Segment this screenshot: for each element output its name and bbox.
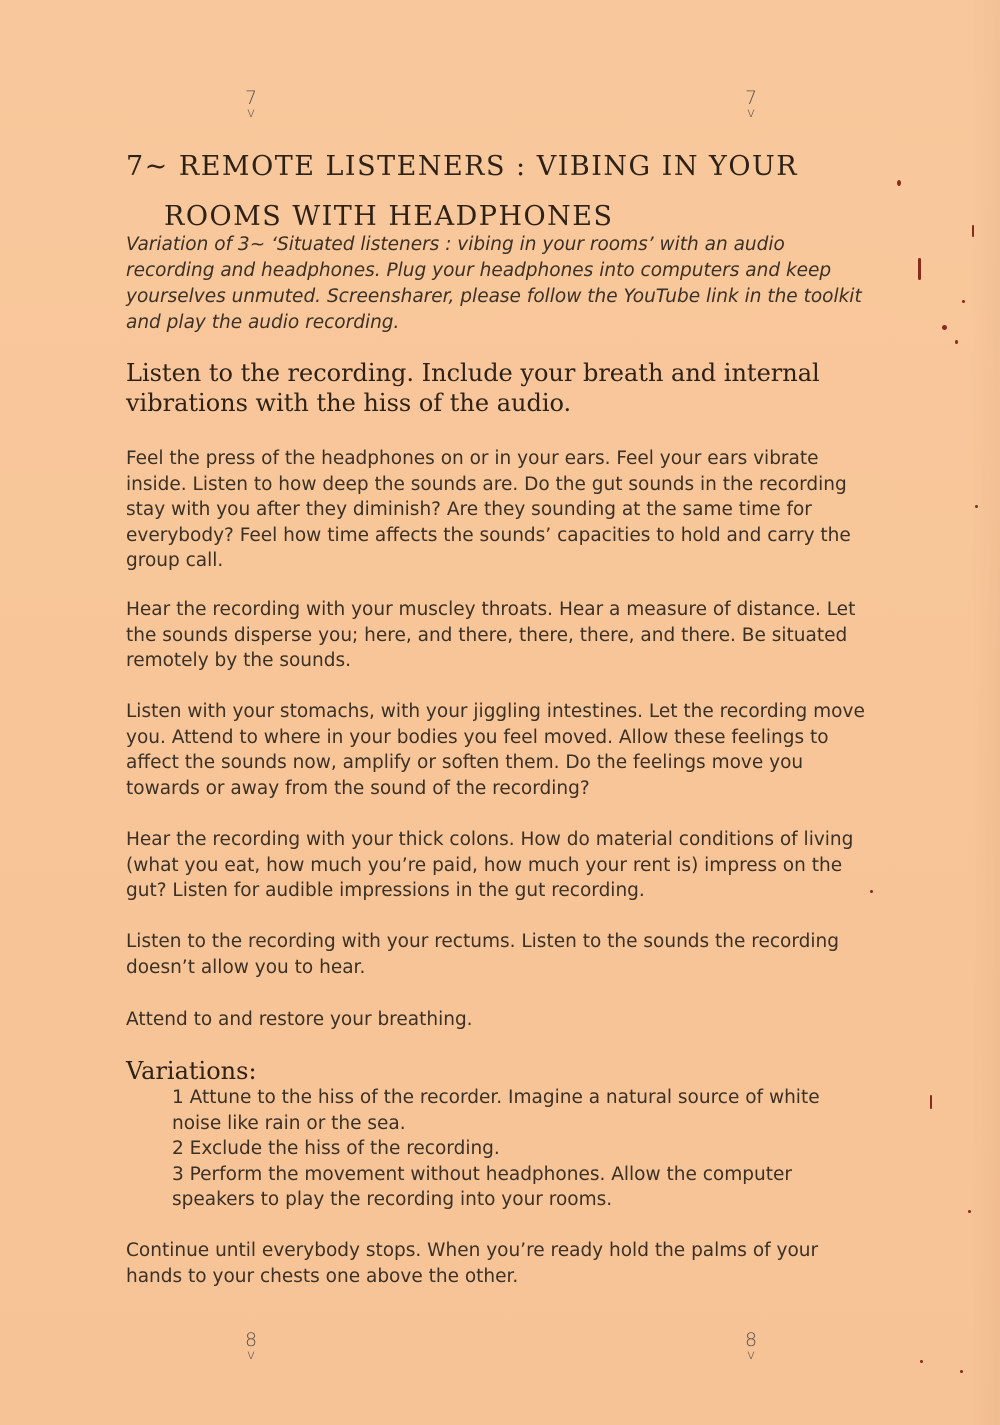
paint-speck <box>968 1210 971 1213</box>
paint-speck <box>918 258 921 280</box>
lead-instruction: Listen to the recording. Include your breath and internal vibrations with the hiss of the audio. <box>126 359 820 417</box>
section-title-line-1: 7~ REMOTE LISTENERS : VIBING IN YOUR <box>126 151 799 182</box>
paint-speck <box>972 225 974 237</box>
variations-list <box>172 1085 872 1213</box>
paint-speck <box>955 340 958 344</box>
list-item: 2 Exclude the hiss of the recording. <box>172 1138 500 1159</box>
page-marker-bottom-right <box>736 1330 766 1362</box>
chevron-down-icon: v <box>246 106 256 121</box>
page-number: 7 <box>244 87 258 109</box>
paint-speck <box>897 180 901 186</box>
paragraph: Hear the recording with your thick colons. How do material conditions of living (what you eat, how much you’re paid, how much your rent is) impress on the gut? Listen for audible impressions in the gut recording. <box>126 829 854 901</box>
page-marker-top-left <box>236 88 266 120</box>
paint-speck <box>920 1360 923 1363</box>
page-number: 8 <box>244 1329 258 1351</box>
section-title <box>126 142 866 242</box>
list-item: 1 Attune to the hiss of the recorder. Imagine a natural source of white noise like rain or the sea. <box>172 1087 820 1134</box>
paragraph: Listen with your stomachs, with your jiggling intestines. Let the recording move you. Attend to where in your bodies you feel moved. Allow these feelings to affect the sounds now, amplify or soften them. Do the feelings move you towards or away from the sound of the recording? <box>126 701 865 799</box>
paint-speck <box>930 1095 932 1109</box>
chevron-down-icon: v <box>246 1348 256 1363</box>
chevron-down-icon: v <box>746 106 756 121</box>
paint-speck <box>962 300 965 303</box>
paint-speck <box>975 505 978 508</box>
paint-speck <box>960 1370 963 1373</box>
list-item: 3 Perform the movement without headphones. Allow the computer speakers to play the recording into your rooms. <box>172 1163 792 1210</box>
closing-paragraph: Continue until everybody stops. When you’re ready hold the palms of your hands to your chests one above the other. <box>126 1240 819 1287</box>
page-number: 7 <box>744 87 758 109</box>
paint-speck <box>942 325 947 330</box>
variations-heading: Variations: <box>126 1057 257 1085</box>
page-marker-bottom-left <box>236 1330 266 1362</box>
section-title-line-2: ROOMS WITH HEADPHONES <box>164 201 614 232</box>
paint-speck <box>870 890 873 893</box>
page-marker-top-right <box>736 88 766 120</box>
paragraph: Attend to and restore your breathing. <box>126 1009 473 1030</box>
intro-text: Variation of 3~ ‘Situated listeners : vibing in your rooms’ with an audio recording and headphones. Plug your headphones into computers and keep yourselves unmuted. Screensharer, please follow the YouTube link in the toolkit and play the audio recording. <box>126 234 862 333</box>
paragraph: Hear the recording with your muscley throats. Hear a measure of distance. Let the sounds disperse you; here, and there, there, there, and there. Be situated remotely by the sounds. <box>126 599 856 671</box>
page-number: 8 <box>744 1329 758 1351</box>
page-edge-shading <box>970 0 1000 1425</box>
paragraph: Feel the press of the headphones on or in your ears. Feel your ears vibrate inside. Listen to how deep the sounds are. Do the gut sounds in the recording stay with you after they diminish? Are they sounding at the same time for everybody? Feel how time affects the sounds’ capacities to hold and carry the group call. <box>126 448 851 571</box>
chevron-down-icon: v <box>746 1348 756 1363</box>
paragraph: Listen to the recording with your rectums. Listen to the sounds the recording doesn’t allow you to hear. <box>126 931 839 978</box>
